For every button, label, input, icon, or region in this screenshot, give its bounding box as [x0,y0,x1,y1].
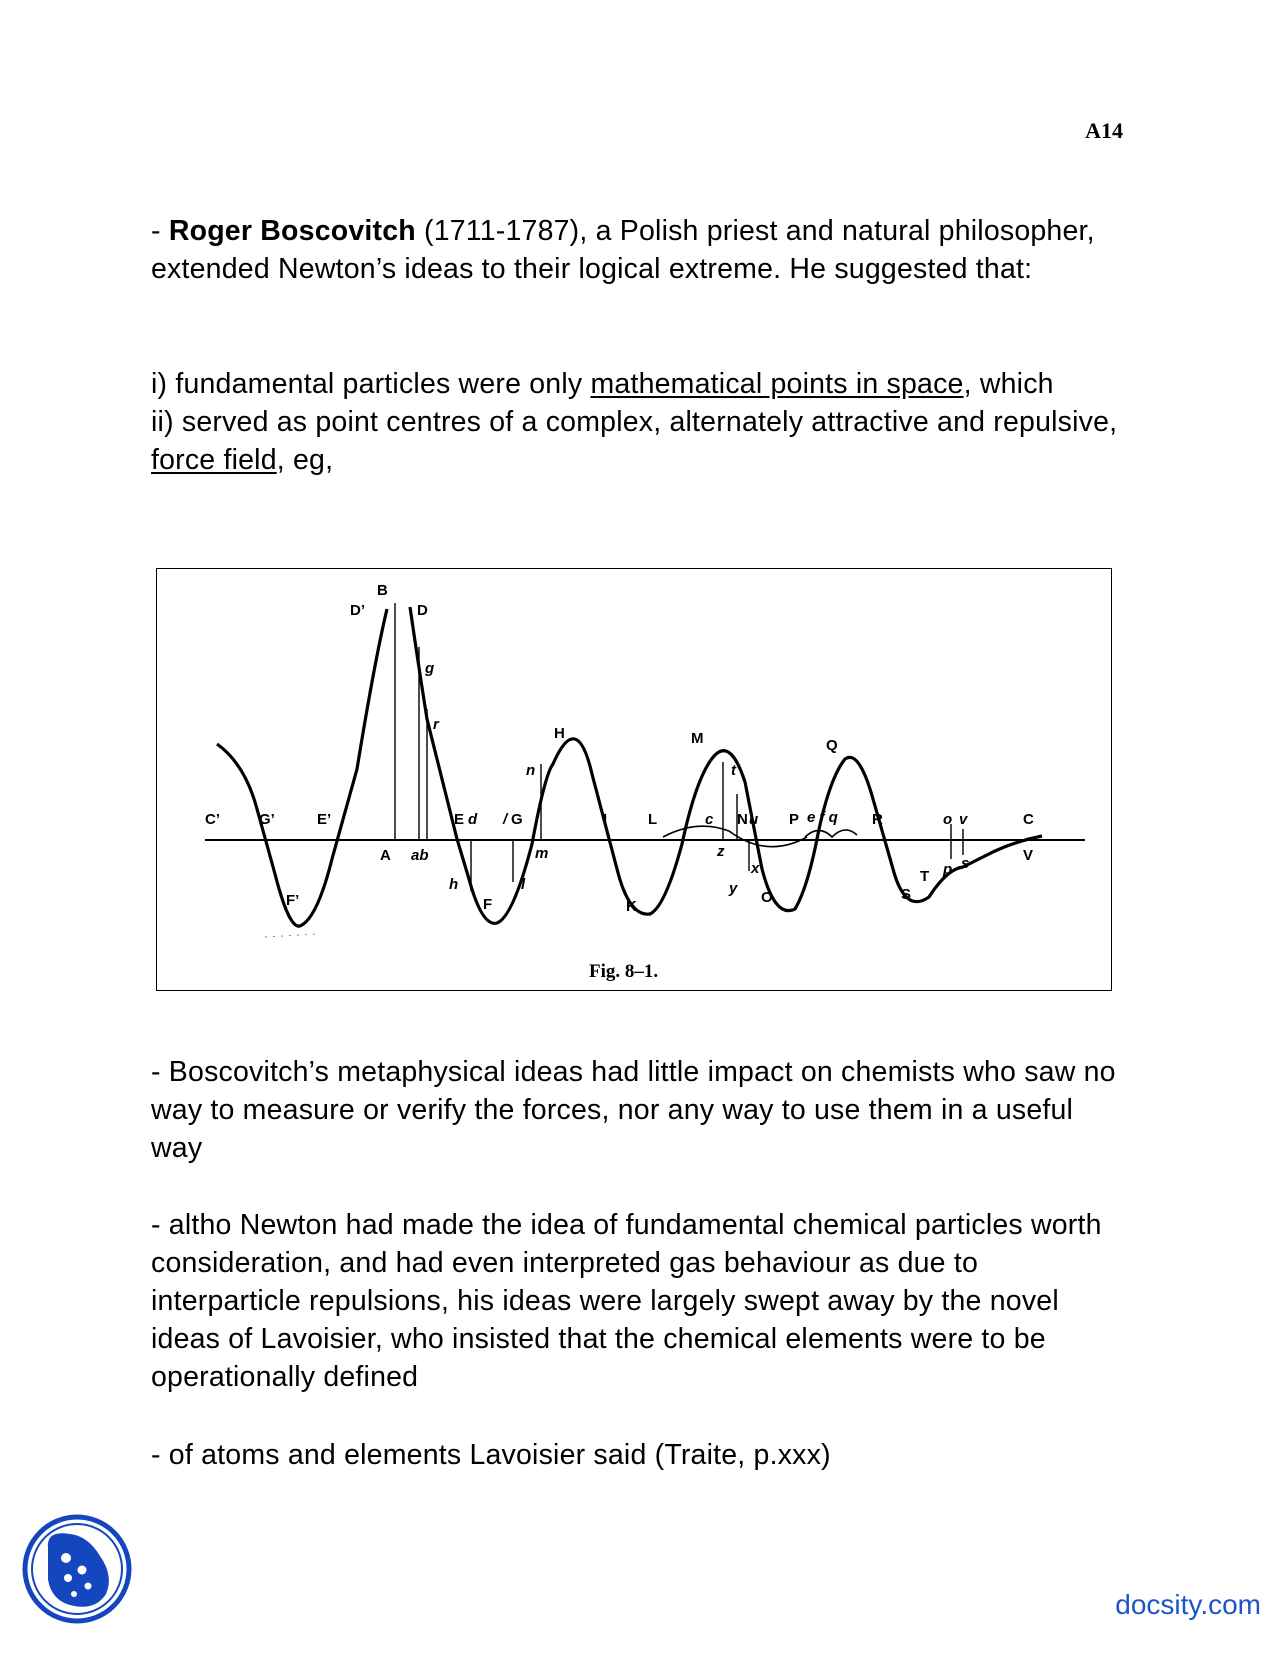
label-l: l [521,876,526,893]
label-C-prime: C’ [205,811,220,828]
underlined-phrase: mathematical points in space [590,368,964,400]
label-z: z [717,843,725,860]
label-T: T [920,868,930,885]
label-E: E [454,811,465,828]
label-r: r [433,716,439,733]
label-m: m [535,845,549,862]
docsity-logo-icon [22,1514,132,1629]
point-i: i) fundamental particles were only mathematical points in space, which [151,368,1054,400]
person-name: Roger Boscovitch [168,215,416,247]
label-H: H [554,725,565,742]
label-c: c [705,811,714,828]
label-o: o [943,811,953,828]
underlined-phrase: force field [151,444,277,476]
force-field-figure [156,568,1112,991]
paragraph-2: - altho Newton had made the idea of fundamental chemical particles worth consideration, and had even interpreted gas behaviour as due to interparticle repulsions, his ideas were largely swept away by the novel ideas of Lavoisier, who insisted that the chemical elements were to be operationally defined [151,1209,1102,1393]
label-g: g [425,660,435,677]
label-D: D [417,602,428,619]
label-u: u [749,811,759,828]
label-E-prime: E’ [317,811,332,828]
label-C: C [1023,811,1034,828]
label-t: t [731,762,736,779]
paragraph-3: - of atoms and elements Lavoisier said (Traite, p.xxx) [151,1439,831,1471]
label-n: n [526,762,536,779]
label-M: M [691,730,704,747]
force-curve-diagram [157,569,1113,992]
label-L: L [648,811,658,828]
label-D-prime: D’ [350,602,365,619]
label-y: y [729,880,738,897]
docsity-brand-link[interactable]: docsity.com [1115,1589,1261,1620]
label-R: R [872,811,883,828]
label-ab: ab [411,847,429,864]
label-d: d [468,811,478,828]
label-I: I [603,811,608,828]
label-V: V [1023,847,1034,864]
figure-caption: Fig. 8–1. [589,961,659,982]
intro-paragraph: - Roger Boscovitch (1711-1787), a Polish priest and natural philosopher, extended Newton’s ideas to their logical extreme. He suggested that: [151,215,1095,285]
label-F-prime: F’ [286,892,300,909]
label-s: s [961,855,970,872]
force-curve [217,607,1042,926]
label-efq: e f q [807,809,838,826]
secondary-curve-2 [805,830,857,837]
label-h: h [449,876,459,893]
label-x: x [751,860,760,877]
label-O: O [761,889,773,906]
page-number: A14 [1085,118,1123,143]
label-K: K [626,898,637,915]
label-S: S [901,886,912,903]
label-B: B [377,582,388,599]
point-list [151,365,1131,479]
label-G-prime: G’ [259,811,275,828]
label-A: A [380,847,391,864]
paragraph-1: - Boscovitch’s metaphysical ideas had little impact on chemists who saw no way to measure or verify the forces, nor any way to use them in a useful way [151,1056,1116,1164]
point-ii: ii) served as point centres of a complex, alternately attractive and repulsive, force field, eg, [151,406,1118,476]
label-slash: / [503,811,508,828]
label-v: v [959,811,968,828]
guide-dots [265,934,317,937]
label-F: F [483,896,493,913]
label-P: P [789,811,800,828]
label-N: N [737,811,748,828]
label-Q: Q [826,737,838,754]
label-p: p [943,861,953,878]
label-G: G [511,811,523,828]
